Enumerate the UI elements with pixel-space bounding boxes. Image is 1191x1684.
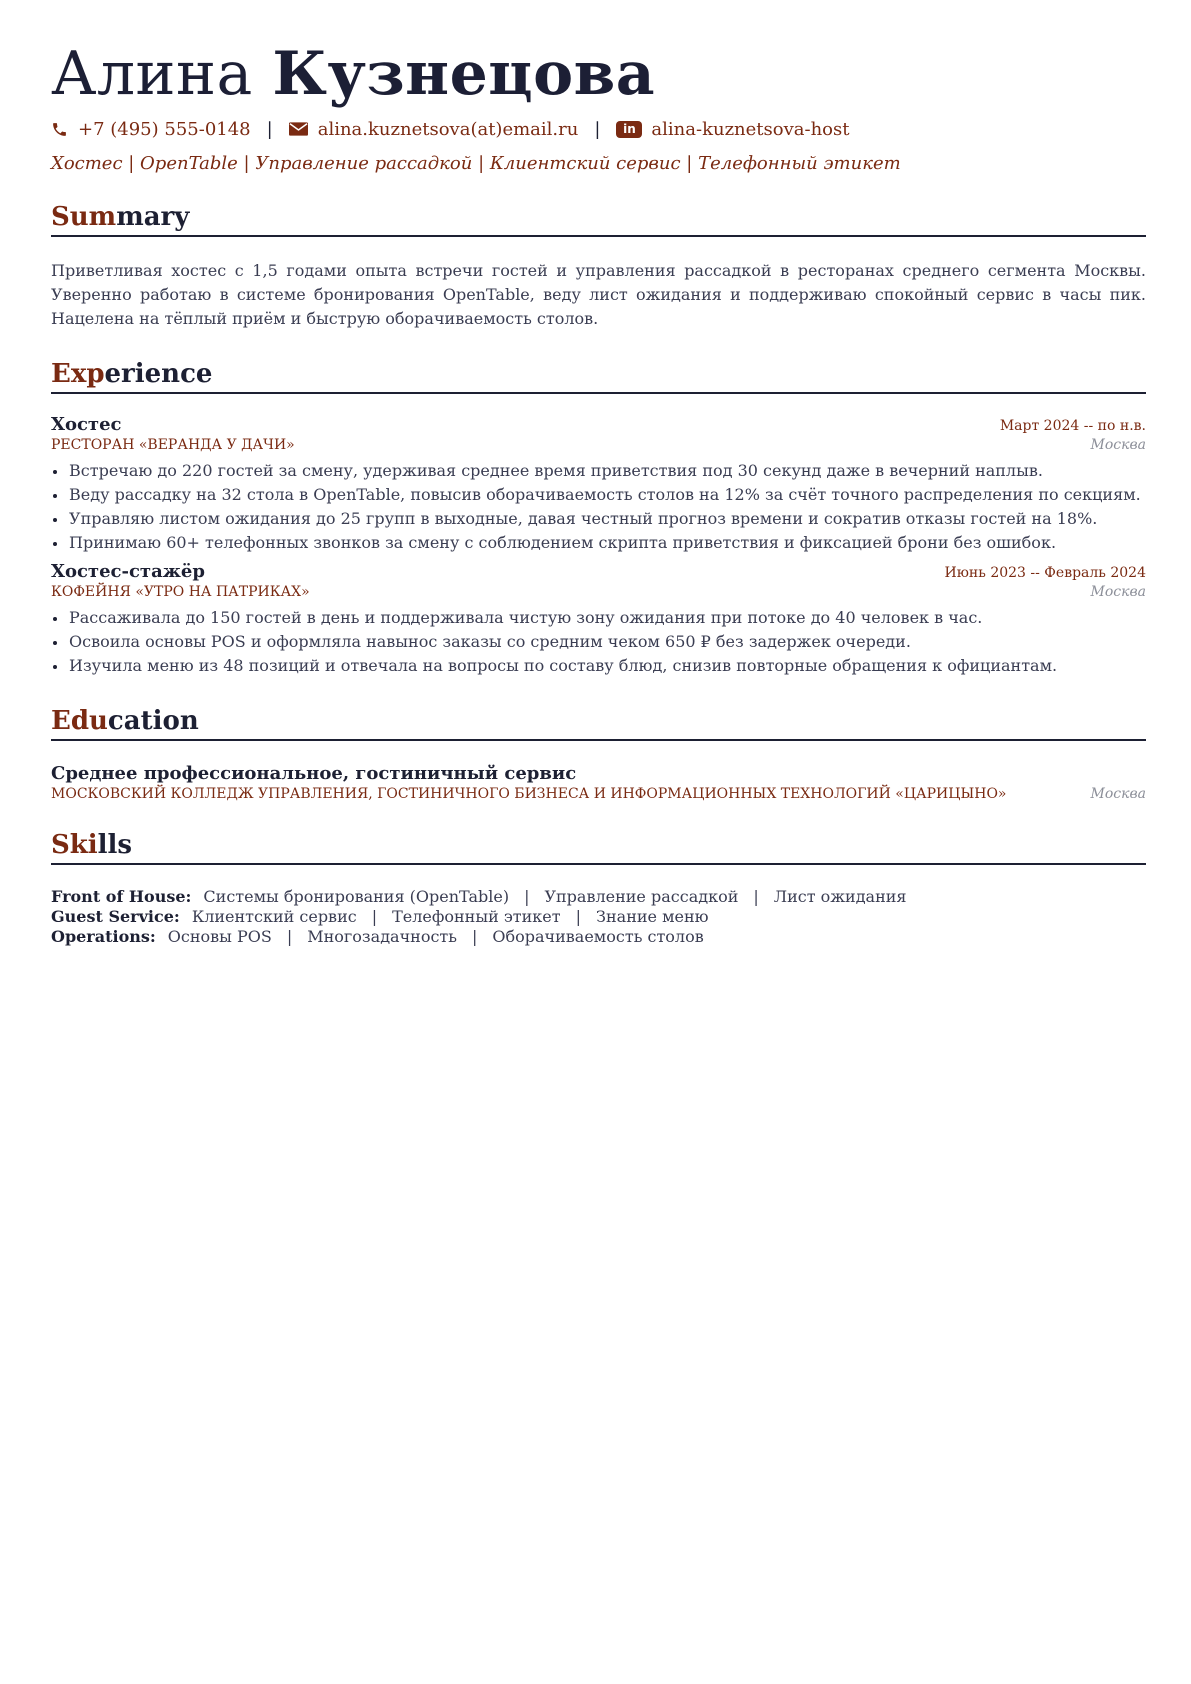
skill-item: Оборачиваемость столов: [492, 927, 704, 946]
skill-category: Guest Service:: [51, 907, 180, 926]
skills-list: [51, 887, 1146, 947]
contact-line: [51, 116, 1146, 142]
bullet-item: Освоила основы POS и оформляла навынос заказы со средним чеком 650 ₽ без задержек очереди.: [51, 630, 1146, 654]
skill-item: Клиентский сервис: [191, 907, 357, 926]
skill-row: [51, 927, 1146, 947]
job-location: Москва: [1090, 437, 1146, 453]
skill-item: Управление рассадкой: [544, 887, 739, 906]
contact-separator: |: [266, 118, 273, 140]
skill-item: Основы POS: [167, 927, 272, 946]
job-bullets: [51, 606, 1146, 678]
linkedin-text: alina-kuznetsova-host: [651, 118, 850, 140]
experience-heading: Experience: [51, 357, 1146, 394]
job-location: Москва: [1090, 584, 1146, 600]
job-employer: РЕСТОРАН «ВЕРАНДА У ДАЧИ»: [51, 437, 295, 453]
bullet-item: Рассаживала до 150 гостей в день и поддерживала чистую зону ожидания при потоке до 40 человек в час.: [51, 606, 1146, 630]
school-name: МОСКОВСКИЙ КОЛЛЕДЖ УПРАВЛЕНИЯ, ГОСТИНИЧНОГО БИЗНЕСА И ИНФОРМАЦИОННЫХ ТЕХНОЛОГИЙ «ЦАРИЦЫНО»: [51, 786, 1007, 802]
bullet-item: Встречаю до 220 гостей за смену, удерживая среднее время приветствия под 30 секунд даже в вечерний наплыв.: [51, 459, 1146, 483]
job-bullets: [51, 459, 1146, 555]
skill-separator: |: [575, 907, 582, 926]
candidate-name: [51, 38, 1146, 110]
bullet-item: Изучила меню из 48 позиций и отвечала на вопросы по составу блюд, снизив повторные обращения к официантам.: [51, 654, 1146, 678]
skill-separator: |: [471, 927, 478, 946]
email-contact[interactable]: [289, 119, 579, 140]
bullet-item: Принимаю 60+ телефонных звонков за смену с соблюдением скрипта приветствия и фиксацией брони без ошибок.: [51, 531, 1146, 555]
skill-item: Знание меню: [596, 907, 709, 926]
tagline: Хостес | OpenTable | Управление рассадкой | Клиентский сервис | Телефонный этикет: [51, 153, 901, 174]
skill-separator: |: [371, 907, 378, 926]
bullet-item: Веду рассадку на 32 стола в OpenTable, повысив оборачиваемость столов на 12% за счёт точного распределения по секциям.: [51, 483, 1146, 507]
job-employer: КОФЕЙНЯ «УТРО НА ПАТРИКАХ»: [51, 584, 310, 600]
job-entry: [51, 414, 1146, 555]
job-title: Хостес: [51, 414, 122, 435]
job-entry: [51, 561, 1146, 678]
school-location: Москва: [1090, 786, 1146, 802]
degree-title: Среднее профессиональное, гостиничный сервис: [51, 763, 577, 784]
skill-row: [51, 887, 1146, 907]
skill-category: Operations:: [51, 927, 156, 946]
last-name: Кузнецова: [272, 39, 656, 109]
education-entry: [51, 763, 1146, 802]
resume-page: [51, 38, 1146, 947]
skill-item: Лист ожидания: [773, 887, 907, 906]
skill-item: Многозадачность: [307, 927, 457, 946]
skills-heading: Skills: [51, 828, 1146, 865]
job-title: Хостес-стажёр: [51, 561, 205, 582]
skill-item: Системы бронирования (OpenTable): [203, 887, 510, 906]
skill-separator: |: [524, 887, 530, 906]
education-heading: Education: [51, 704, 1146, 741]
skill-separator: |: [286, 927, 293, 946]
envelope-icon: [289, 122, 308, 136]
skill-separator: |: [753, 887, 759, 906]
first-name: Алина: [51, 39, 253, 109]
skill-category: Front of House:: [51, 887, 192, 906]
job-dates: Март 2024 -- по н.в.: [999, 418, 1146, 434]
email-text: alina.kuznetsova(at)email.ru: [317, 118, 579, 140]
linkedin-contact[interactable]: [616, 119, 849, 140]
linkedin-icon: in: [616, 121, 642, 138]
summary-heading: Summary: [51, 200, 1146, 237]
bullet-item: Управляю листом ожидания до 25 групп в выходные, давая честный прогноз времени и сократив отказы гостей на 18%.: [51, 507, 1146, 531]
skill-row: [51, 907, 1146, 927]
phone-text: +7 (495) 555-0148: [78, 118, 251, 140]
phone-contact[interactable]: [51, 119, 251, 140]
summary-text: Приветливая хостес с 1,5 годами опыта встречи гостей и управления рассадкой в ресторанах среднего сегмента Москвы. Уверенно работаю в системе бронирования OpenTable, веду лист ожидания и поддерживаю спокойный сервис в часы пик. Нацелена на тёплый приём и быструю оборачиваемость столов.: [51, 261, 1146, 328]
contact-separator: |: [594, 118, 601, 140]
job-dates: Июнь 2023 -- Февраль 2024: [944, 565, 1146, 581]
phone-icon: [51, 121, 68, 138]
skill-item: Телефонный этикет: [392, 907, 561, 926]
